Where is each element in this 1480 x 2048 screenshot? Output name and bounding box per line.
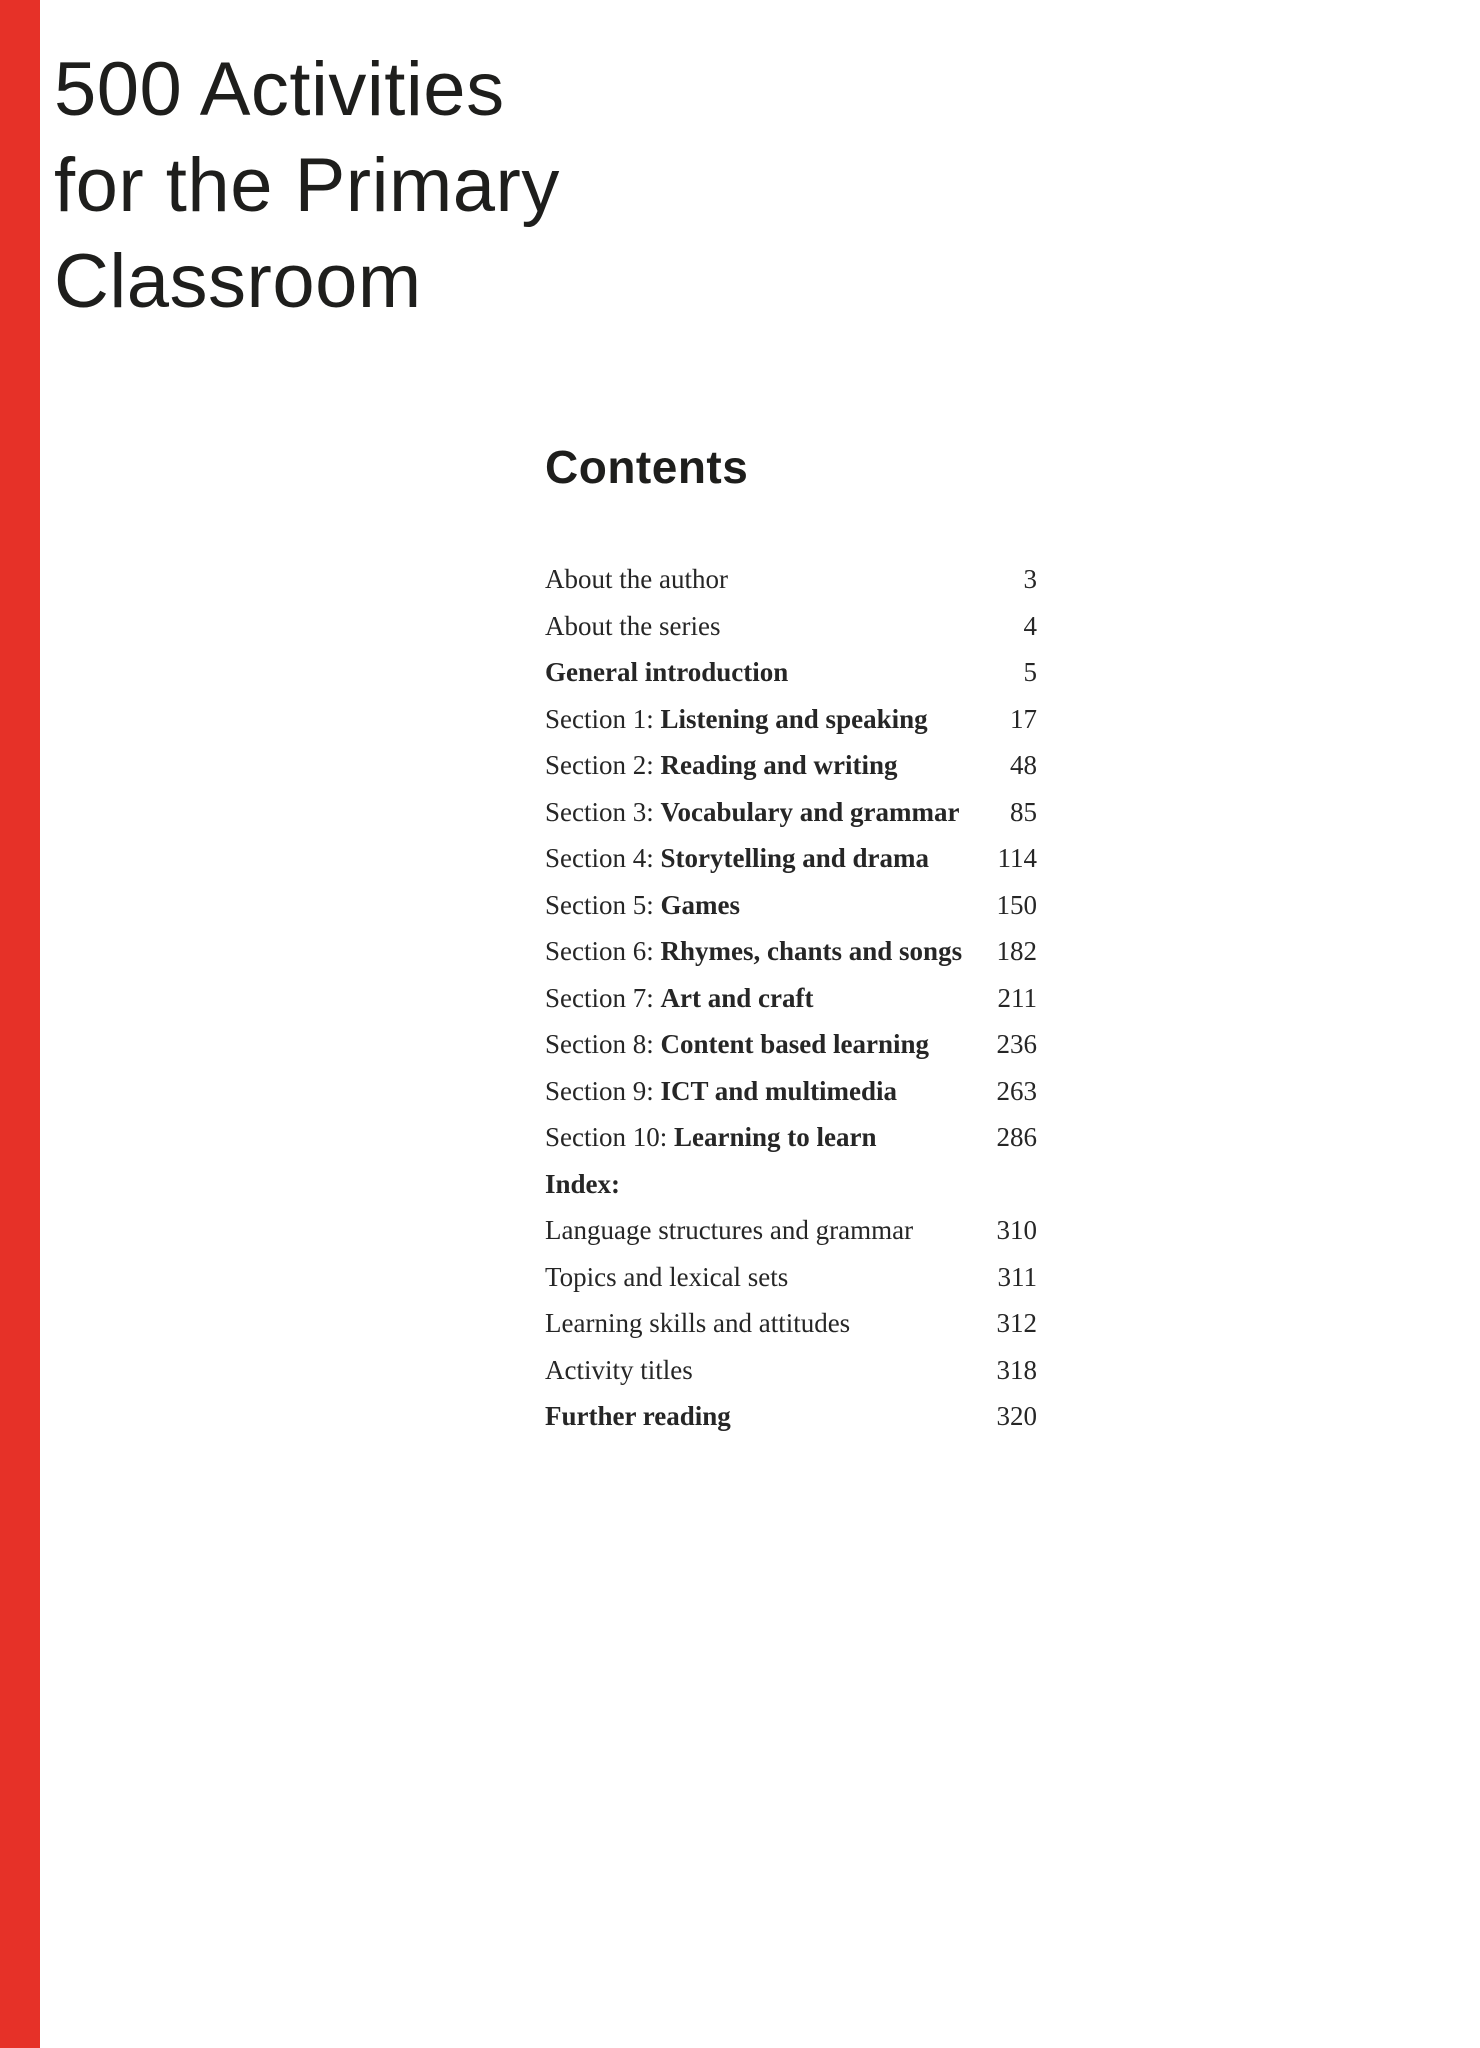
toc-entry-prefix: Section 4:: [545, 843, 661, 873]
toc-entry-title: Storytelling and drama: [660, 843, 930, 873]
toc-entry-title: Learning skills and attitudes: [545, 1308, 851, 1338]
book-title: [54, 42, 560, 330]
toc-entry-label: [545, 649, 788, 696]
toc-entry-prefix: Section 3:: [545, 796, 661, 827]
book-title-line-1: 500 Activities: [54, 47, 505, 132]
toc-row: [545, 975, 1037, 1022]
toc-page-number: 4: [1023, 610, 1037, 641]
toc-entry-title: Further reading: [545, 1401, 731, 1431]
toc-page-number: 48: [1010, 750, 1037, 780]
toc-row: [545, 556, 1037, 603]
toc-entry-title: Language structures and grammar: [545, 1215, 914, 1245]
toc-entry-title: ICT and multimedia: [660, 1075, 898, 1106]
toc-entry-label: [545, 1347, 693, 1394]
toc-entry-label: [545, 1114, 877, 1161]
contents-list: [545, 556, 1037, 1440]
toc-entry-label: [545, 696, 928, 743]
toc-row: [545, 649, 1037, 696]
toc-entry-title: Art and craft: [660, 982, 814, 1013]
toc-entry-title: About the author: [545, 564, 728, 594]
toc-entry-label: [545, 1021, 929, 1068]
toc-row: [545, 1207, 1037, 1254]
toc-row: [545, 742, 1037, 789]
toc-entry-prefix: Section 5:: [545, 889, 661, 920]
toc-entry-prefix: Section 9:: [545, 1075, 661, 1106]
toc-row: [545, 1300, 1037, 1347]
toc-row: [545, 1161, 1037, 1208]
toc-page-number: 211: [997, 982, 1037, 1013]
toc-entry-title: Vocabulary and grammar: [660, 796, 960, 827]
toc-entry-prefix: Section 1:: [545, 703, 661, 734]
toc-row: [545, 928, 1037, 975]
toc-page-number: 310: [996, 1215, 1037, 1245]
toc-entry-title: Games: [660, 889, 740, 920]
toc-entry-title: Listening and speaking: [660, 703, 928, 734]
toc-page-number: 182: [996, 936, 1037, 966]
toc-page-number: 286: [996, 1122, 1037, 1152]
toc-entry-title: Rhymes, chants and songs: [660, 936, 963, 966]
toc-entry-label: [545, 1161, 620, 1208]
toc-entry-label: [545, 789, 960, 836]
toc-row: [545, 603, 1037, 650]
toc-entry-prefix: Section 7:: [545, 982, 661, 1013]
toc-entry-title: Content based learning: [660, 1029, 930, 1059]
toc-entry-prefix: Section 2:: [545, 750, 661, 780]
toc-page-number: 17: [1010, 703, 1037, 734]
contents-column: [545, 440, 1037, 1440]
toc-page-number: 236: [996, 1029, 1037, 1059]
toc-page-number: 150: [996, 889, 1037, 920]
toc-entry-title: Index:: [545, 1168, 621, 1199]
toc-entry-label: [545, 835, 929, 882]
toc-page-number: 3: [1023, 564, 1037, 594]
toc-page-number: 114: [997, 843, 1037, 873]
toc-entry-prefix: Section 6:: [545, 936, 661, 966]
toc-entry-prefix: Section 10:: [545, 1122, 674, 1152]
book-title-line-2: for the Primary: [54, 143, 560, 228]
book-title-line-3: Classroom: [54, 239, 422, 324]
toc-entry-title: About the series: [545, 610, 721, 641]
toc-row: [545, 1254, 1037, 1301]
toc-entry-prefix: Section 8:: [545, 1029, 661, 1059]
toc-page-number: 320: [996, 1401, 1037, 1431]
toc-entry-label: [545, 742, 898, 789]
toc-row: [545, 1393, 1037, 1440]
toc-entry-title: Topics and lexical sets: [545, 1261, 789, 1292]
toc-page-number: 5: [1023, 657, 1037, 687]
toc-entry-label: [545, 928, 962, 975]
toc-row: [545, 789, 1037, 836]
toc-entry-label: [545, 603, 720, 650]
toc-page-number: 263: [996, 1075, 1037, 1106]
toc-entry-label: [545, 1393, 731, 1440]
toc-entry-label: [545, 1068, 897, 1115]
toc-page-number: 85: [1010, 796, 1037, 827]
toc-entry-title: Activity titles: [545, 1354, 693, 1385]
toc-row: [545, 882, 1037, 929]
toc-row: [545, 835, 1037, 882]
toc-entry-title: Reading and writing: [660, 750, 898, 780]
toc-row: [545, 1347, 1037, 1394]
toc-entry-label: [545, 882, 740, 929]
toc-page-number: 312: [996, 1308, 1037, 1338]
contents-page: [40, 0, 1480, 2048]
toc-page-number: 318: [996, 1354, 1037, 1385]
toc-entry-label: [545, 975, 813, 1022]
toc-page-number: 311: [997, 1261, 1037, 1292]
book-spine-stripe: [0, 0, 40, 2048]
contents-heading: Contents: [545, 441, 749, 493]
toc-entry-label: [545, 1207, 913, 1254]
toc-entry-title: General introduction: [545, 657, 789, 687]
toc-entry-title: Learning to learn: [674, 1122, 877, 1152]
toc-row: [545, 1114, 1037, 1161]
toc-entry-label: [545, 556, 728, 603]
toc-entry-label: [545, 1300, 850, 1347]
toc-row: [545, 1021, 1037, 1068]
toc-entry-label: [545, 1254, 788, 1301]
toc-row: [545, 696, 1037, 743]
toc-row: [545, 1068, 1037, 1115]
